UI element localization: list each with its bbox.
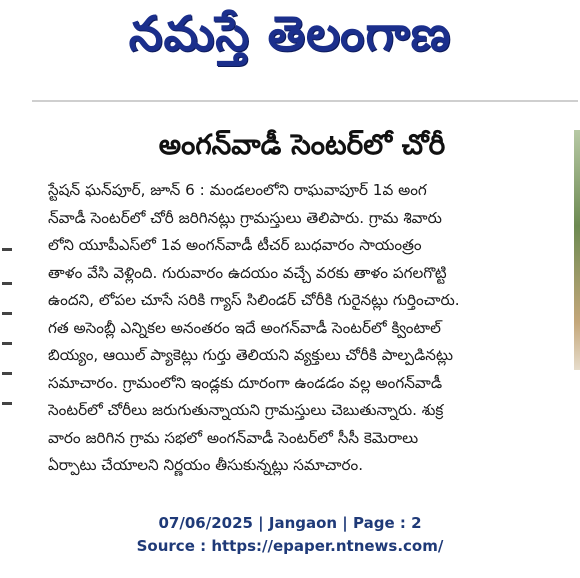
article-line: స్టేషన్ ఘన్‌పూర్, జూన్ 6 : మండలంలోని రాఘవాపూర్ 1వ అంగ bbox=[48, 181, 427, 199]
article-line: లోని యూపీఎస్‌లో 1వ అంగన్‌వాడీ టీచర్ బుధవారం సాయంత్రం bbox=[48, 236, 422, 254]
article-body bbox=[48, 177, 570, 480]
article-line: బియ్యం, ఆయిల్ ప్యాకెట్లు గుర్తు తెలియని వ్యక్తులు చోరీకి పాల్పడినట్లు bbox=[48, 346, 453, 364]
article-line: న్‌వాడీ సెంటర్‌లో చోరీ జరిగినట్లు గ్రామస్తులు తెలిపారు. గ్రామ శివారు bbox=[48, 208, 442, 227]
column-divider bbox=[32, 100, 578, 102]
newspaper-logo: నమస్తే తెలంగాణ bbox=[128, 6, 452, 62]
article-line: సెంటర్‌లో చోరీలు జరుగుతున్నాయని గ్రామస్తులు చెబుతున్నారు. శుక్ర bbox=[48, 401, 444, 419]
adjacent-column-fragment bbox=[0, 100, 16, 500]
article-line: ఏర్పాటు చేయాలని నిర్ణయం తీసుకున్నట్లు సమాచారం. bbox=[48, 456, 364, 474]
article-line: తాళం వేసి వెళ్లింది. గురువారం ఉదయం వచ్చే వరకు తాళం పగలగొట్టి bbox=[48, 263, 447, 282]
masthead bbox=[0, 0, 580, 80]
clipping-source: Source : https://epaper.ntnews.com/ bbox=[136, 537, 444, 555]
article-line: గత అసెంబ్లీ ఎన్నికల అనంతరం ఇదే అంగన్‌వాడీ సెంటర్‌లో క్వింటాల్ bbox=[48, 318, 441, 337]
article-line: వారం జరిగిన గ్రామ సభలో అంగన్‌వాడీ సెంటర్‌లో సీసీ కెమెరాలు bbox=[48, 428, 419, 447]
article-headline: అంగన్‌వాడీ సెంటర్‌లో చోరీ bbox=[158, 128, 446, 161]
article-line: ఉందని, లోపల చూసే సరికి గ్యాస్ సిలిండర్ చోరీకి గురైనట్లు గుర్తించారు. bbox=[48, 291, 460, 309]
adjacent-photo-fragment bbox=[574, 130, 580, 370]
article-line: సమాచారం. గ్రామంలోని ఇండ్లకు దూరంగా ఉండడం వల్ల అంగన్‌వాడీ bbox=[48, 373, 443, 392]
clipping-date-edition: 07/06/2025 | Jangaon | Page : 2 bbox=[158, 514, 422, 532]
